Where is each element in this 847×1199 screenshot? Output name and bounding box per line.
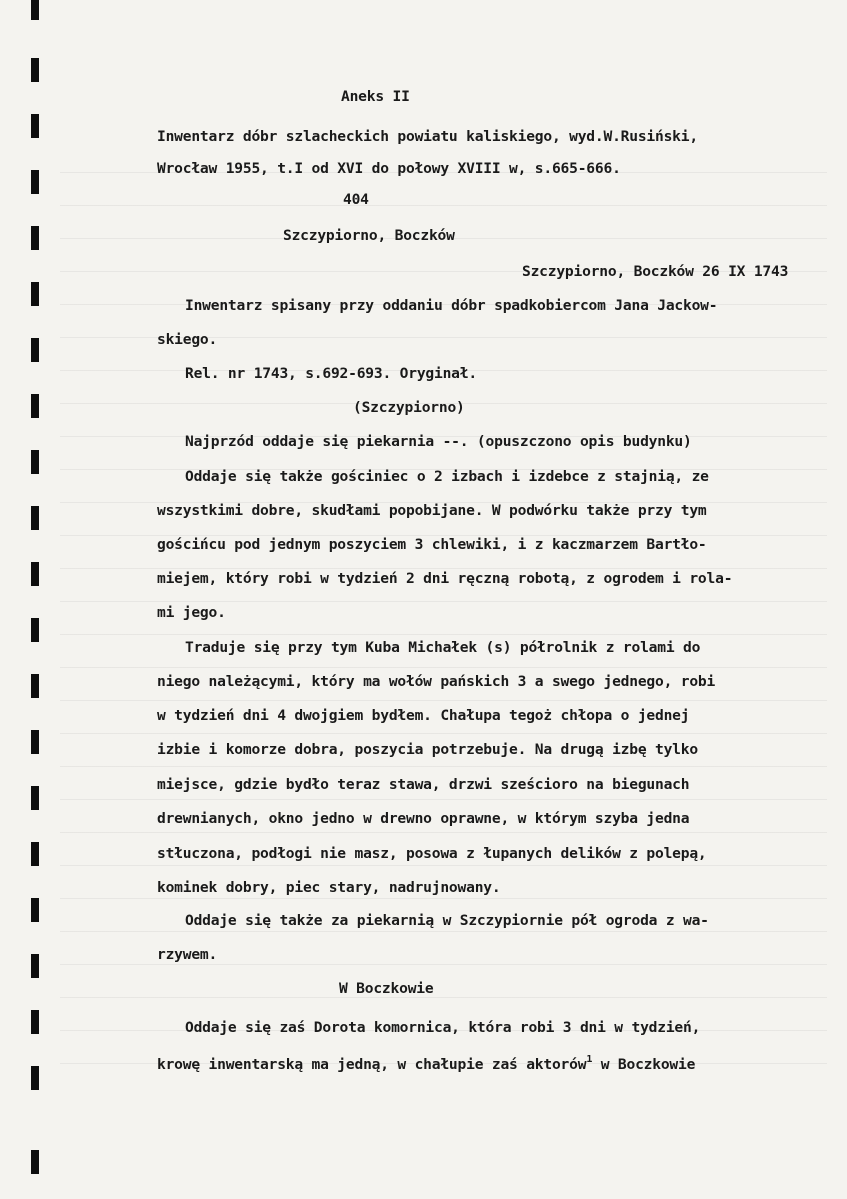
paragraph-line: Oddaje się zaś Dorota komornica, która robi 3 dni w tydzień,	[185, 1019, 701, 1036]
paragraph-text: krowę inwentarską ma jedną, w chałupie zaś aktorów	[157, 1056, 587, 1073]
archive-reference: Rel. nr 1743, s.692-693. Oryginał.	[185, 365, 477, 382]
paragraph-line: stłuczona, podłogi nie masz, posowa z łupanych delików z polepą,	[157, 845, 707, 862]
margin-bar	[31, 842, 39, 866]
margin-bar	[31, 114, 39, 138]
margin-bar	[31, 618, 39, 642]
paragraph-line: drewnianych, okno jedno w drewno oprawne, w którym szyba jedna	[157, 810, 690, 827]
paragraph-line: mi jego.	[157, 604, 226, 621]
source-line: Inwentarz dóbr szlacheckich powiatu kaliskiego, wyd.W.Rusiński,	[157, 128, 698, 145]
paragraph-line: kominek dobry, piec stary, nadrujnowany.	[157, 879, 501, 896]
margin-bar	[31, 730, 39, 754]
place-title: Szczypiorno, Boczków	[283, 227, 455, 244]
paragraph-line: Traduje się przy tym Kuba Michałek (s) półrolnik z rolami do	[185, 639, 701, 656]
margin-bar	[31, 898, 39, 922]
margin-bar	[31, 506, 39, 530]
paragraph-line: wszystkimi dobre, skudłami popobijane. W podwórku także przy tym	[157, 502, 707, 519]
annex-heading: Aneks II	[341, 88, 410, 105]
margin-bar	[31, 1010, 39, 1034]
paragraph-text: w Boczkowie	[600, 1056, 696, 1073]
margin-bar	[31, 954, 39, 978]
margin-bar	[31, 0, 39, 20]
footnote-marker: 1	[586, 1054, 593, 1065]
paragraph-line: Oddaje się także gościniec o 2 izbach i izdebce z stajnią, ze	[185, 468, 709, 485]
margin-bar	[31, 170, 39, 194]
margin-bar	[31, 226, 39, 250]
margin-bar	[31, 450, 39, 474]
paragraph-line: niego należącymi, który ma wołów pańskich 3 a swego jednego, robi	[157, 673, 716, 690]
document-number: 404	[343, 191, 369, 208]
paragraph-line: miejsce, gdzie bydło teraz stawa, drzwi sześcioro na biegunach	[157, 776, 690, 793]
paragraph-line: miejem, który robi w tydzień 2 dni ręczną robotą, z ogrodem i rola-	[157, 570, 733, 587]
section-heading: W Boczkowie	[339, 980, 434, 997]
margin-bar	[31, 394, 39, 418]
margin-bar	[31, 786, 39, 810]
paragraph-line: Najprzód oddaje się piekarnia --. (opuszczono opis budynku)	[185, 433, 692, 450]
paragraph-line: gościńcu pod jednym poszyciem 3 chlewiki, i z kaczmarzem Bartło-	[157, 536, 707, 553]
section-heading: (Szczypiorno)	[353, 399, 465, 416]
margin-bar	[31, 562, 39, 586]
source-line: Wrocław 1955, t.I od XVI do połowy XVIII w, s.665-666.	[157, 160, 621, 177]
paragraph-line: rzywem.	[157, 946, 218, 963]
intro-line: skiego.	[157, 331, 218, 348]
dateline: Szczypiorno, Boczków 26 IX 1743	[522, 263, 789, 280]
margin-bar	[31, 1066, 39, 1090]
margin-bar	[31, 282, 39, 306]
paragraph-line	[157, 1050, 695, 1075]
margin-bar	[31, 674, 39, 698]
intro-line: Inwentarz spisany przy oddaniu dóbr spadkobiercom Jana Jackow-	[185, 297, 718, 314]
margin-bar	[31, 338, 39, 362]
paragraph-line: izbie i komorze dobra, poszycia potrzebuje. Na drugą izbę tylko	[157, 741, 698, 758]
margin-bar	[31, 1150, 39, 1174]
paragraph-line: Oddaje się także za piekarnią w Szczypiornie pół ogroda z wa-	[185, 912, 709, 929]
paragraph-line: w tydzień dni 4 dwojgiem bydłem. Chałupa tegoż chłopa o jednej	[157, 707, 690, 724]
margin-bar	[31, 58, 39, 82]
